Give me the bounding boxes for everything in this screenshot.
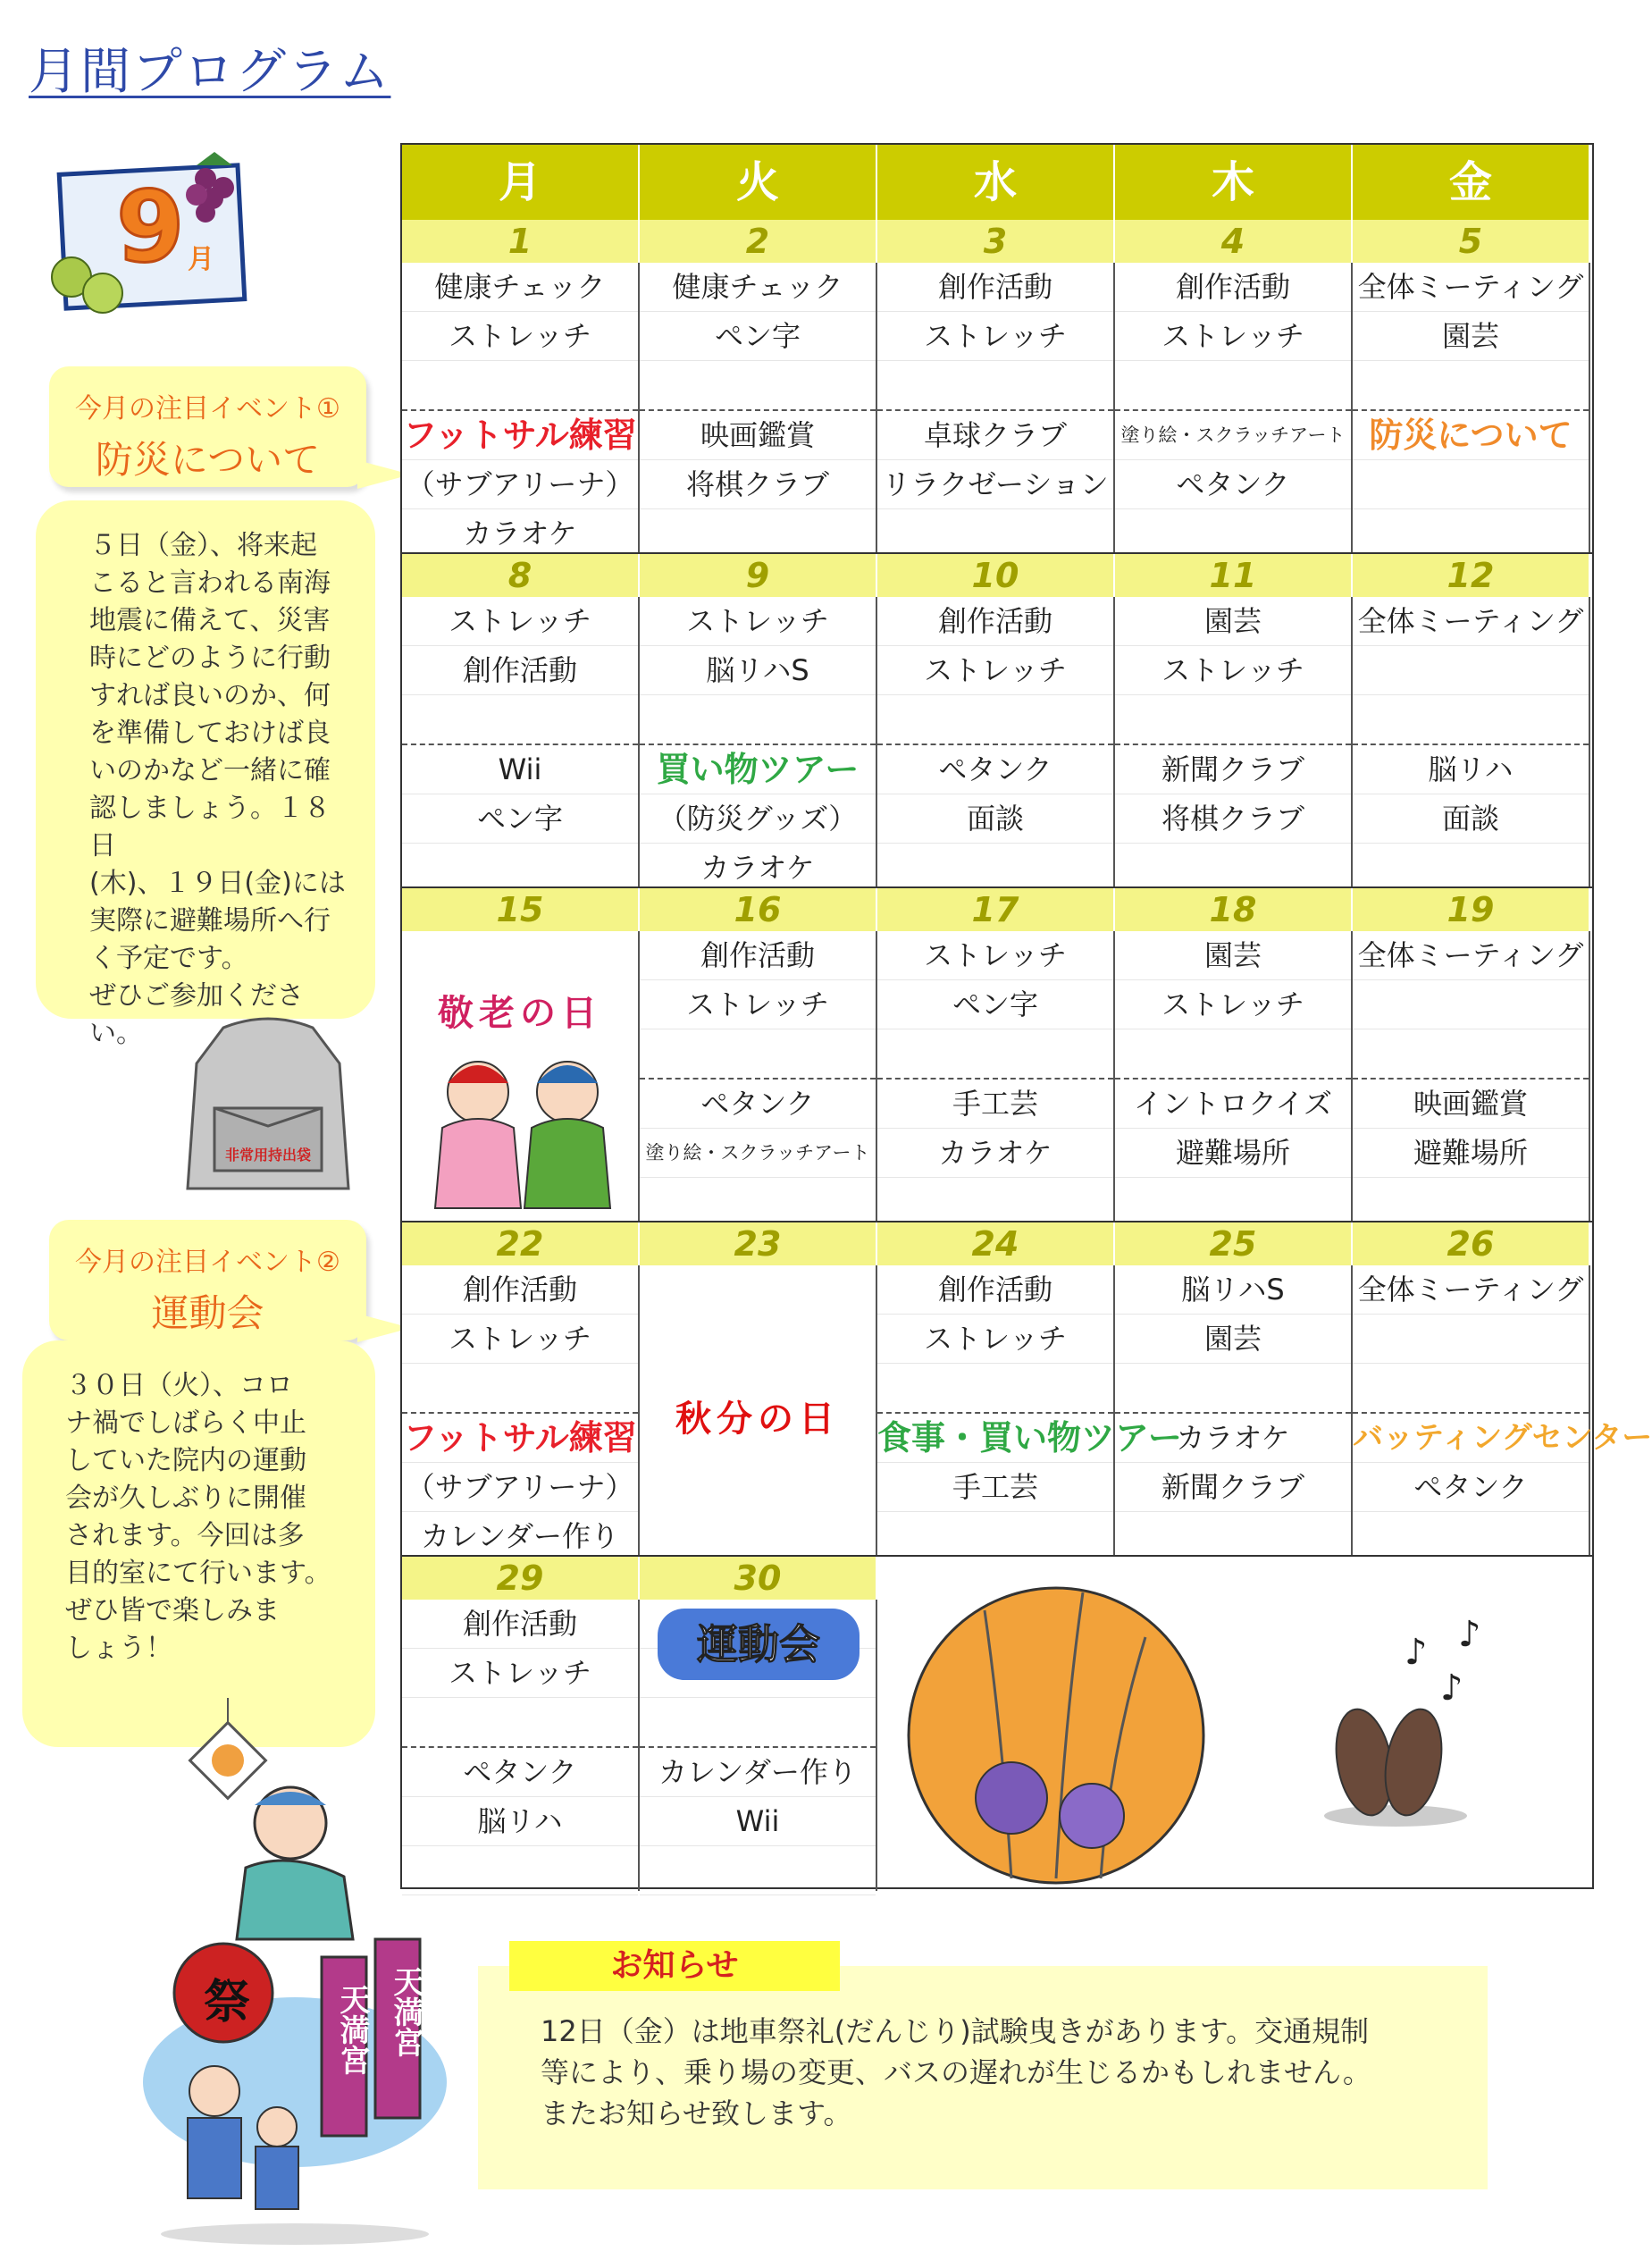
backpack-icon <box>170 1010 366 1206</box>
activity-slot: ペタンク <box>1115 460 1351 509</box>
date-header: 4 <box>1115 220 1353 263</box>
activity-slot: 映画鑑賞 <box>640 411 876 460</box>
slot-list <box>1115 1265 1351 1561</box>
date-header: 26 <box>1353 1222 1590 1265</box>
day-cell <box>402 597 640 888</box>
activity-slot <box>402 1846 638 1895</box>
date-header: 16 <box>640 888 877 931</box>
slot-list <box>402 263 638 559</box>
activity-slot: 将棋クラブ <box>640 460 876 509</box>
activity-slot: 防災について <box>1353 411 1589 460</box>
day-cell <box>1115 931 1353 1222</box>
activity-slot: 避難場所 <box>1353 1129 1589 1178</box>
activity-slot: ストレッチ <box>877 931 1113 980</box>
activity-slot <box>640 361 876 411</box>
activity-slot: リラクゼーション <box>877 460 1113 509</box>
activity-slot: （防災グッズ） <box>640 794 876 844</box>
day-cell <box>877 597 1115 888</box>
activity-slot <box>1115 1029 1351 1080</box>
day-cell <box>877 263 1115 554</box>
activity-slot: 卓球クラブ <box>877 411 1113 460</box>
event-text-line: 認しましょう。１８日 <box>89 793 331 861</box>
date-header: 24 <box>877 1222 1115 1265</box>
event-text-line: 地震に備えて、災害 <box>89 605 331 636</box>
activity-slot <box>640 1029 876 1080</box>
event-text-line: (木)、１９日(金)には <box>89 868 346 899</box>
event1-label: 今月の注目イベント① <box>75 393 340 424</box>
activity-slot: Wii <box>402 745 638 794</box>
activity-slot <box>877 361 1113 411</box>
weekday-header: 火 <box>640 145 877 220</box>
activity-slot: Wii <box>640 1797 876 1846</box>
date-header: 23 <box>640 1222 877 1265</box>
activity-slot <box>1353 361 1589 411</box>
banner-text: 天満宮 <box>334 1984 370 2075</box>
activity-slot: 買い物ツアー <box>640 745 876 794</box>
slot-list <box>1115 597 1351 893</box>
svg-text:♪: ♪ <box>1440 1668 1463 1709</box>
day-cell <box>1353 597 1590 888</box>
date-header: 18 <box>1115 888 1353 931</box>
activity-slot: ペタンク <box>402 1748 638 1797</box>
date-header: 9 <box>640 554 877 597</box>
day-cell <box>640 1265 877 1557</box>
weekday-header: 木 <box>1115 145 1353 220</box>
slot-list <box>877 931 1113 1227</box>
slot-list <box>1353 931 1589 1227</box>
date-header: 12 <box>1353 554 1590 597</box>
activity-slot: カレンダー作り <box>640 1748 876 1797</box>
activity-slot <box>877 509 1113 559</box>
slot-list <box>402 597 638 893</box>
activity-slot: フットサル練習 <box>402 411 638 460</box>
slot-list <box>877 1265 1182 1561</box>
emergency-bag-illustration <box>170 1010 366 1206</box>
slot-list <box>1115 263 1351 559</box>
slot-list <box>1353 597 1589 893</box>
slot-list <box>877 263 1113 559</box>
activity-slot: 園芸 <box>1115 931 1351 980</box>
day-cell <box>402 931 640 1222</box>
notice-tag: お知らせ <box>509 1941 840 1991</box>
activity-slot: 新聞クラブ <box>1115 745 1351 794</box>
day-cell <box>640 1600 877 1891</box>
holiday-label: 敬老の日 <box>438 993 602 1034</box>
activity-slot: ペン字 <box>402 794 638 844</box>
date-header: 19 <box>1353 888 1590 931</box>
activity-slot: ストレッチ <box>402 1649 638 1698</box>
activity-slot <box>1353 646 1589 695</box>
event-text-line: 会が久しぶりに開催 <box>65 1483 306 1514</box>
event-text-line: すれば良いのか、何 <box>89 680 331 711</box>
day-cell <box>640 263 877 554</box>
date-header: 5 <box>1353 220 1590 263</box>
activity-slot: 創作活動 <box>640 931 876 980</box>
activity-slot: 面談 <box>877 794 1113 844</box>
day-cell <box>877 1265 1182 1557</box>
activity-slot <box>402 695 638 745</box>
event-text-line: ぜひ皆で楽しみま <box>65 1595 280 1626</box>
activity-slot: 創作活動 <box>877 263 1113 312</box>
event-text-line: いのかなど一緒に確 <box>89 755 331 786</box>
event1-title: 防災について <box>95 438 321 482</box>
activity-slot: カレンダー作り <box>402 1512 638 1561</box>
activity-slot <box>877 1178 1113 1227</box>
sports-day-badge: 運動会 <box>658 1609 860 1680</box>
activity-slot <box>640 1698 876 1748</box>
event-text-line: ナ禍でしばらく中止 <box>65 1407 306 1439</box>
activity-slot: 手工芸 <box>877 1080 1113 1129</box>
event-text-line: ３０日（火）、コロ <box>65 1370 293 1401</box>
event2-text <box>65 1367 350 1668</box>
activity-slot <box>1115 361 1351 411</box>
slot-list <box>402 1265 638 1561</box>
slot-list <box>1353 1265 1652 1561</box>
day-cell <box>1353 1265 1652 1557</box>
event-text-line: こると言われる南海 <box>89 567 331 599</box>
date-header: 22 <box>402 1222 640 1265</box>
activity-slot: 全体ミーティング <box>1353 931 1589 980</box>
activity-slot: フットサル練習 <box>402 1414 638 1463</box>
day-cell <box>1115 597 1353 888</box>
event-text-line: ぜひご参加ください。 <box>89 980 304 1049</box>
date-header: 8 <box>402 554 640 597</box>
activity-slot: 全体ミーティング <box>1353 1265 1589 1315</box>
activity-slot <box>877 695 1113 745</box>
holiday-label: 秋分の日 <box>675 1399 840 1440</box>
activity-slot: 健康チェック <box>640 263 876 312</box>
cheering-person-illustration <box>156 1698 380 1939</box>
activity-slot <box>1115 509 1351 559</box>
activity-slot: ストレッチ <box>402 312 638 361</box>
elderly-couple-icon <box>424 1038 621 1208</box>
activity-slot: 食事・買い物ツアー <box>877 1414 1113 1463</box>
event-text-line: 時にどのように行動 <box>89 643 331 674</box>
activity-slot <box>1353 980 1589 1029</box>
activity-slot: 創作活動 <box>402 1265 638 1315</box>
event-text-line: されます。今回は多 <box>65 1520 305 1551</box>
activity-slot <box>1115 1512 1351 1561</box>
date-header: 1 <box>402 220 640 263</box>
activity-slot: カラオケ <box>1115 1414 1351 1463</box>
activity-slot <box>640 1178 876 1227</box>
day-cell <box>640 597 877 888</box>
event2-header <box>49 1220 366 1340</box>
activity-slot: ストレッチ <box>640 980 876 1029</box>
autumn-illustration <box>877 1557 1592 1887</box>
activity-slot: 脳リハS <box>640 646 876 695</box>
activity-slot: （サブアリーナ） <box>402 460 638 509</box>
notice-line: 等により、乗り場の変更、バスの遅れが生じるかもしれません。 <box>541 2055 1371 2089</box>
day-cell <box>402 263 640 554</box>
event-text-line: していた院内の運動 <box>65 1445 306 1476</box>
slot-list <box>1353 263 1589 559</box>
event1-body <box>36 500 375 1049</box>
weekday-header: 月 <box>402 145 640 220</box>
activity-slot <box>877 844 1113 893</box>
activity-slot: 避難場所 <box>1115 1129 1351 1178</box>
weekday-header: 金 <box>1353 145 1590 220</box>
date-header: 25 <box>1115 1222 1353 1265</box>
activity-slot: 手工芸 <box>877 1463 1113 1512</box>
activity-slot: 創作活動 <box>1115 263 1351 312</box>
elderly-couple-illustration <box>424 1038 621 1212</box>
month-badge <box>54 161 259 313</box>
activity-slot: 全体ミーティング <box>1353 597 1589 646</box>
day-cell <box>402 1600 640 1891</box>
activity-slot <box>1353 1315 1589 1364</box>
activity-slot: 創作活動 <box>402 646 638 695</box>
event2-title: 運動会 <box>151 1291 264 1335</box>
activity-slot: ペタンク <box>640 1080 876 1129</box>
date-header: 17 <box>877 888 1115 931</box>
activity-slot <box>640 695 876 745</box>
pampas-grass-and-cricket-icon <box>877 1557 1592 1887</box>
day-cell <box>1353 931 1590 1222</box>
activity-slot: 塗り絵・スクラッチアート <box>1115 411 1351 460</box>
date-header: 30 <box>640 1557 877 1600</box>
monthly-calendar <box>400 143 1652 1889</box>
activity-slot: 映画鑑賞 <box>1353 1080 1589 1129</box>
event-text-line: を準備しておけば良 <box>89 718 331 749</box>
activity-slot: 脳リハ <box>1353 745 1589 794</box>
activity-slot: ストレッチ <box>877 646 1113 695</box>
activity-slot <box>1353 1364 1589 1414</box>
activity-slot: 脳リハ <box>402 1797 638 1846</box>
event-text-line: ５日（金）、将来起 <box>89 530 317 561</box>
date-header: 29 <box>402 1557 640 1600</box>
slot-list <box>640 931 876 1227</box>
notice-line: またお知らせ致します。 <box>541 2096 852 2130</box>
activity-slot: ペン字 <box>877 980 1113 1029</box>
activity-slot: ペタンク <box>877 745 1113 794</box>
activity-slot: 創作活動 <box>877 1265 1113 1315</box>
activity-slot <box>1353 1029 1589 1080</box>
month-number: 9 <box>116 170 185 284</box>
activity-slot <box>1115 1364 1351 1414</box>
day-cell <box>1353 263 1590 554</box>
notice-line: 12日（金）は地車祭礼(だんじり)試験曳きがあります。交通規制 <box>541 2014 1370 2048</box>
slot-list <box>640 597 876 893</box>
activity-slot: 創作活動 <box>877 597 1113 646</box>
activity-slot <box>1353 509 1589 559</box>
banner-text: 天満宮 <box>388 1966 423 2057</box>
event2-label: 今月の注目イベント② <box>75 1247 340 1278</box>
activity-slot <box>640 1846 876 1895</box>
notice-box <box>478 1966 1488 2189</box>
activity-slot <box>1353 844 1589 893</box>
activity-slot: カラオケ <box>402 509 638 559</box>
date-header: 2 <box>640 220 877 263</box>
page-title: 月間プログラム <box>29 43 391 101</box>
slot-list <box>877 597 1113 893</box>
month-unit: 月 <box>188 244 214 275</box>
slot-list <box>402 1600 638 1895</box>
event2-body <box>22 1340 375 1747</box>
svg-text:♪: ♪ <box>1405 1632 1428 1673</box>
matsuri-text: 祭 <box>204 1976 251 2029</box>
activity-slot: ストレッチ <box>1115 646 1351 695</box>
day-cell <box>402 1265 640 1557</box>
activity-slot: イントロクイズ <box>1115 1080 1351 1129</box>
day-cell <box>1115 1265 1353 1557</box>
activity-slot: 園芸 <box>1115 1315 1351 1364</box>
day-cell <box>640 931 877 1222</box>
activity-slot: 新聞クラブ <box>1115 1463 1351 1512</box>
activity-slot: （サブアリーナ） <box>402 1463 638 1512</box>
event-text-line: く予定です。 <box>89 943 248 974</box>
activity-slot: 創作活動 <box>402 1600 638 1649</box>
activity-slot <box>1353 695 1589 745</box>
activity-slot: 園芸 <box>1353 312 1589 361</box>
activity-slot <box>640 509 876 559</box>
activity-slot <box>402 361 638 411</box>
activity-slot: 健康チェック <box>402 263 638 312</box>
cheering-person-icon <box>156 1698 380 1939</box>
svg-text:♪: ♪ <box>1458 1614 1481 1655</box>
slot-list <box>1115 931 1351 1227</box>
activity-slot <box>877 1364 1113 1414</box>
activity-slot <box>402 1364 638 1414</box>
activity-slot <box>1115 844 1351 893</box>
day-cell <box>877 931 1115 1222</box>
weekday-header: 水 <box>877 145 1115 220</box>
activity-slot <box>1353 1512 1589 1561</box>
activity-slot: ストレッチ <box>1115 312 1351 361</box>
activity-slot <box>1115 1178 1351 1227</box>
activity-slot: ペン字 <box>640 312 876 361</box>
activity-slot: ストレッチ <box>877 1315 1113 1364</box>
bag-label: 非常用持出袋 <box>225 1147 312 1164</box>
notice-text <box>541 2011 1452 2134</box>
activity-slot <box>402 1698 638 1748</box>
activity-slot <box>1353 1178 1589 1227</box>
activity-slot <box>877 1029 1113 1080</box>
day-cell <box>1115 263 1353 554</box>
activity-slot: バッティングセンター <box>1353 1414 1589 1463</box>
activity-slot: 塗り絵・スクラッチアート <box>640 1129 876 1178</box>
event1-text <box>89 527 350 1053</box>
activity-slot <box>1353 460 1589 509</box>
activity-slot: ストレッチ <box>640 597 876 646</box>
activity-slot: 全体ミーティング <box>1353 263 1589 312</box>
activity-slot: ストレッチ <box>877 312 1113 361</box>
activity-slot <box>402 844 638 893</box>
date-header: 15 <box>402 888 640 931</box>
activity-slot <box>1115 695 1351 745</box>
date-header: 11 <box>1115 554 1353 597</box>
activity-slot: 将棋クラブ <box>1115 794 1351 844</box>
slot-list <box>640 263 876 559</box>
date-header: 10 <box>877 554 1115 597</box>
date-header: 3 <box>877 220 1115 263</box>
event-text-line: 目的室にて行います。 <box>65 1558 331 1589</box>
event1-header <box>49 366 366 487</box>
activity-slot: 面談 <box>1353 794 1589 844</box>
activity-slot: ペタンク <box>1353 1463 1589 1512</box>
event-text-line: 実際に避難場所へ行 <box>89 905 331 937</box>
activity-slot: カラオケ <box>877 1129 1113 1178</box>
activity-slot: ストレッチ <box>1115 980 1351 1029</box>
activity-slot: ストレッチ <box>402 1315 638 1364</box>
activity-slot: 園芸 <box>1115 597 1351 646</box>
activity-slot <box>877 1512 1113 1561</box>
event-text-line: しょう！ <box>65 1633 172 1664</box>
festival-illustration <box>143 1921 447 2252</box>
activity-slot: カラオケ <box>640 844 876 893</box>
activity-slot: ストレッチ <box>402 597 638 646</box>
activity-slot: 脳リハS <box>1115 1265 1351 1315</box>
